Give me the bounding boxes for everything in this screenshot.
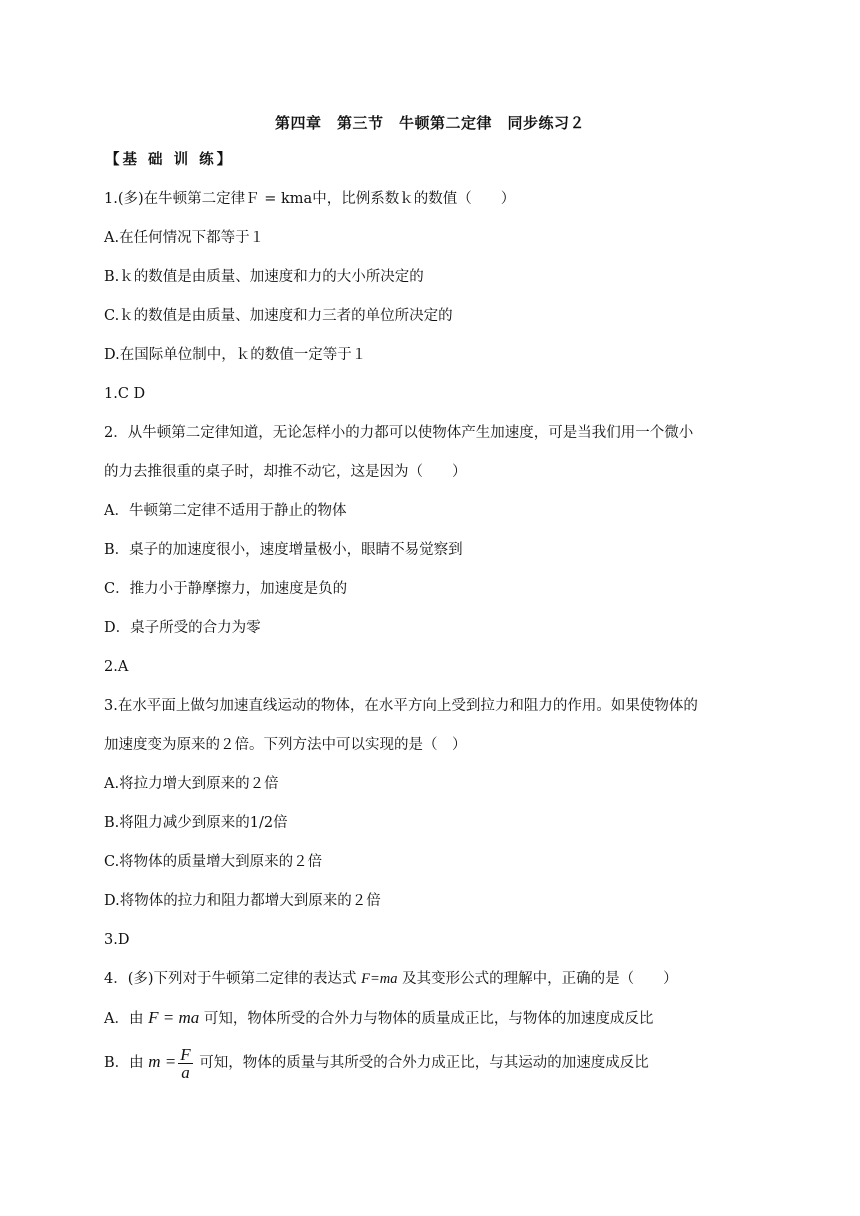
- q2-stem-line2: 的力去推很重的桌子时，却推不动它，这是因为（ ）: [104, 464, 467, 480]
- q1-option-d: D.在国际单位制中，ｋ的数值一定等于１: [104, 347, 367, 363]
- q4-option-a-pre: A．由: [104, 1011, 149, 1027]
- q3-option-d: D.将物体的拉力和阻力都增大到原来的２倍: [104, 893, 381, 909]
- q2-stem-line1: 2．从牛顿第二定律知道，无论怎样小的力都可以使物体产生加速度，可是当我们用一个微小: [104, 425, 694, 441]
- q3-option-a: A.将拉力增大到原来的２倍: [104, 776, 279, 792]
- q4-stem-pre: 4．(多)下列对于牛顿第二定律的表达式: [104, 971, 362, 987]
- q3-option-b: B.将阻力减少到原来的1/2倍: [104, 815, 288, 831]
- q4-option-b-post: 可知，物体的质量与其所受的合外力成正比，与其运动的加速度成反比: [194, 1055, 649, 1071]
- q3-answer: 3.D: [104, 932, 130, 948]
- q1-stem: 1.(多)在牛顿第二定律Ｆ = kma中，比例系数ｋ的数值（ ）: [104, 191, 516, 207]
- q4-stem-post: 及其变形公式的理解中，正确的是（ ）: [397, 971, 678, 987]
- q3-stem-line2: 加速度变为原来的２倍。下列方法中可以实现的是（ ）: [104, 737, 467, 753]
- q4-stem-formula: F=ma: [361, 971, 398, 987]
- q2-option-b: B．桌子的加速度很小，速度增量极小，眼睛不易觉察到: [104, 542, 463, 558]
- q1-option-b: B.ｋ的数值是由质量、加速度和力的大小所决定的: [104, 269, 424, 285]
- q3-option-c: C.将物体的质量增大到原来的２倍: [104, 854, 323, 870]
- q4-option-b: [104, 1043, 649, 1082]
- q4-option-b-fraction: [178, 1046, 192, 1081]
- q1-option-a: A.在任何情况下都等于１: [104, 230, 265, 246]
- q4-option-b-pre: B．由: [104, 1055, 149, 1071]
- section-heading: 【基 础 训 练】: [105, 151, 235, 168]
- q3-stem-line1: 3.在水平面上做匀加速直线运动的物体，在水平方向上受到拉力和阻力的作用。如果使物体的: [104, 698, 698, 714]
- q4-stem: [104, 969, 678, 989]
- q1-answer: 1.C D: [104, 386, 146, 402]
- q4-option-b-lhs: m =: [148, 1052, 177, 1071]
- q1-option-c: C.ｋ的数值是由质量、加速度和力三者的单位所决定的: [104, 308, 453, 324]
- q2-answer: 2.A: [104, 659, 129, 675]
- page-title: 第四章 第三节 牛顿第二定律 同步练习２: [274, 114, 585, 132]
- q4-option-b-denominator: a: [181, 1062, 190, 1082]
- q4-option-a: [104, 1008, 653, 1029]
- q2-option-c: C．推力小于静摩擦力，加速度是负的: [104, 581, 348, 597]
- q4-option-a-post: 可知，物体所受的合外力与物体的质量成正比，与物体的加速度成反比: [199, 1011, 654, 1027]
- q4-option-a-formula: F = ma: [148, 1008, 200, 1027]
- q4-option-b-numerator: F: [180, 1044, 191, 1064]
- q2-option-a: A．牛顿第二定律不适用于静止的物体: [104, 503, 347, 519]
- q2-option-d: D．桌子所受的合力为零: [104, 620, 261, 636]
